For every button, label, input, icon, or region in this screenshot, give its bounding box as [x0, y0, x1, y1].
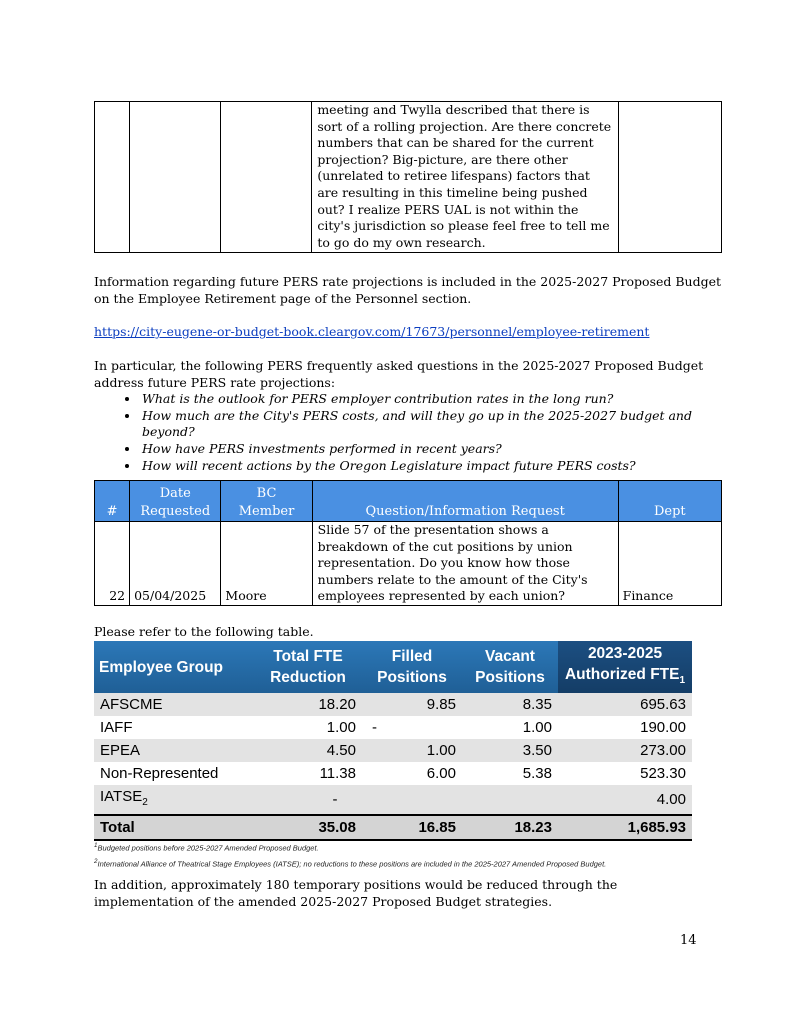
table-row [94, 693, 692, 716]
cell-dept: Finance [618, 522, 721, 606]
request-table [94, 480, 722, 606]
cell-filled: - [362, 716, 462, 739]
header-total-fte [254, 641, 362, 693]
footnote-mark: 2 [94, 858, 98, 865]
header-member [221, 481, 312, 522]
cell-member [221, 102, 312, 253]
table-header-row [94, 641, 692, 693]
cell-total-vacant: 18.23 [462, 815, 558, 840]
cell-filled: 1.00 [362, 739, 462, 762]
cell-reduction: 1.00 [254, 716, 362, 739]
cell-group [94, 785, 254, 815]
header-authorized [558, 641, 692, 693]
cell-group: IAFF [94, 716, 254, 739]
cell-vacant: 8.35 [462, 693, 558, 716]
cell-vacant: 3.50 [462, 739, 558, 762]
faq-list [94, 391, 724, 474]
cell-question: Slide 57 of the presentation shows a breakdown of the cut positions by union representation. Do you know how those numbers relate to the amount of the City's employees represented by each union? [312, 522, 618, 606]
header-num: # [95, 481, 130, 522]
faq-section [94, 358, 724, 474]
cell-question: meeting and Twylla described that there is sort of a rolling projection. Are there concrete numbers that can be shared for the current projection? Big-picture, are there other (unrelated to retiree lifespans) factors that are resulting in this timeline being pushed out? I realize PERS UAL is not within the city's jurisdiction so please feel free to tell me to go do my own research. [312, 102, 618, 253]
table-intro-paragraph: Please refer to the following table. [94, 624, 314, 639]
faq-intro-paragraph: In particular, the following PERS frequently asked questions in the 2025-2027 Proposed Budget address future PERS rate projections: [94, 358, 704, 390]
table-row [94, 785, 692, 815]
list-item: • How have PERS investments performed in recent years? [140, 441, 724, 458]
table-row [94, 739, 692, 762]
header-vacant-line2: Positions [475, 669, 545, 687]
cell-total-filled: 16.85 [362, 815, 462, 840]
header-fte-line1: Total FTE [273, 648, 343, 666]
cell-vacant: 5.38 [462, 762, 558, 785]
cell-vacant: 1.00 [462, 716, 558, 739]
cell-date: 05/04/2025 [130, 522, 221, 606]
cell-total-reduction: 35.08 [254, 815, 362, 840]
header-auth-line2: Authorized FTE [564, 666, 680, 683]
list-item: • How much are the City's PERS costs, and will they go up in the 2025-2027 budget and beyond? [140, 408, 724, 441]
header-filled-line1: Filled [391, 648, 433, 666]
cell-num [95, 102, 130, 253]
cell-num: 22 [95, 522, 130, 606]
cell-authorized: 4.00 [558, 785, 692, 815]
header-date [130, 481, 221, 522]
cell-vacant [462, 785, 558, 815]
table-header-row [95, 481, 722, 522]
cell-filled: 6.00 [362, 762, 462, 785]
header-member-line2: Member [238, 504, 295, 519]
header-date-line2: Requested [140, 504, 211, 519]
cell-group: AFSCME [94, 693, 254, 716]
employee-group-table [94, 641, 692, 841]
header-auth-line1: 2023-2025 [587, 645, 663, 662]
cell-authorized: 190.00 [558, 716, 692, 739]
cell-total-authorized: 1,685.93 [558, 815, 692, 840]
table-row [95, 522, 722, 606]
footnote-text: Budgeted positions before 2025-2027 Amended Proposed Budget. [97, 843, 319, 853]
header-date-line1: Date [159, 486, 191, 501]
page-number: 14 [680, 933, 697, 948]
pers-link-line [94, 324, 724, 341]
cell-filled [362, 785, 462, 815]
list-item: • How will recent actions by the Oregon Legislature impact future PERS costs? [140, 458, 724, 475]
cell-reduction: - [254, 785, 362, 815]
list-item: • What is the outlook for PERS employer contribution rates in the long run? [140, 391, 724, 408]
cell-total-label: Total [94, 815, 254, 840]
footnote-mark: 1 [94, 842, 98, 849]
footnote-2 [94, 858, 606, 869]
header-dept: Dept [618, 481, 721, 522]
cell-group: EPEA [94, 739, 254, 762]
total-row [94, 815, 692, 840]
header-auth-footnote-mark: 1 [679, 675, 686, 687]
continued-request-table [94, 101, 722, 253]
cell-authorized: 273.00 [558, 739, 692, 762]
header-filled-line2: Positions [377, 669, 447, 687]
pers-info-paragraph: Information regarding future PERS rate projections is included in the 2025-2027 Proposed Budget on the Employee Retirement page of the Personnel section. [94, 274, 722, 306]
cell-authorized: 695.63 [558, 693, 692, 716]
cell-dept [618, 102, 721, 253]
employee-retirement-link[interactable]: https://city-eugene-or-budget-book.cleargov.com/17673/personnel/employee-retirement [94, 324, 650, 339]
table-row [94, 716, 692, 739]
header-employee-group: Employee Group [94, 641, 254, 693]
footnote-text: International Alliance of Theatrical Stage Employees (IATSE); no reductions to these positions are included in the 2025-2027 Amended Proposed Budget. [97, 859, 607, 869]
table-row [94, 762, 692, 785]
header-member-line1: BC [256, 486, 277, 501]
header-question: Question/Information Request [312, 481, 618, 522]
cell-member: Moore [221, 522, 312, 606]
header-vacant-line1: Vacant [485, 648, 535, 666]
header-fte-line2: Reduction [270, 669, 346, 687]
cell-group: Non-Represented [94, 762, 254, 785]
cell-group-text: IATSE [100, 788, 143, 806]
cell-authorized: 523.30 [558, 762, 692, 785]
table-row [95, 102, 722, 253]
cell-reduction: 18.20 [254, 693, 362, 716]
cell-filled: 9.85 [362, 693, 462, 716]
group-footnote-mark: 2 [142, 797, 148, 809]
footnote-1 [94, 842, 319, 853]
header-vacant [462, 641, 558, 693]
cell-date [130, 102, 221, 253]
header-filled [362, 641, 462, 693]
temporary-positions-paragraph: In addition, approximately 180 temporary positions would be reduced through the implementation of the amended 2025-2027 Proposed Budget strategies. [94, 877, 618, 909]
cell-reduction: 4.50 [254, 739, 362, 762]
cell-reduction: 11.38 [254, 762, 362, 785]
